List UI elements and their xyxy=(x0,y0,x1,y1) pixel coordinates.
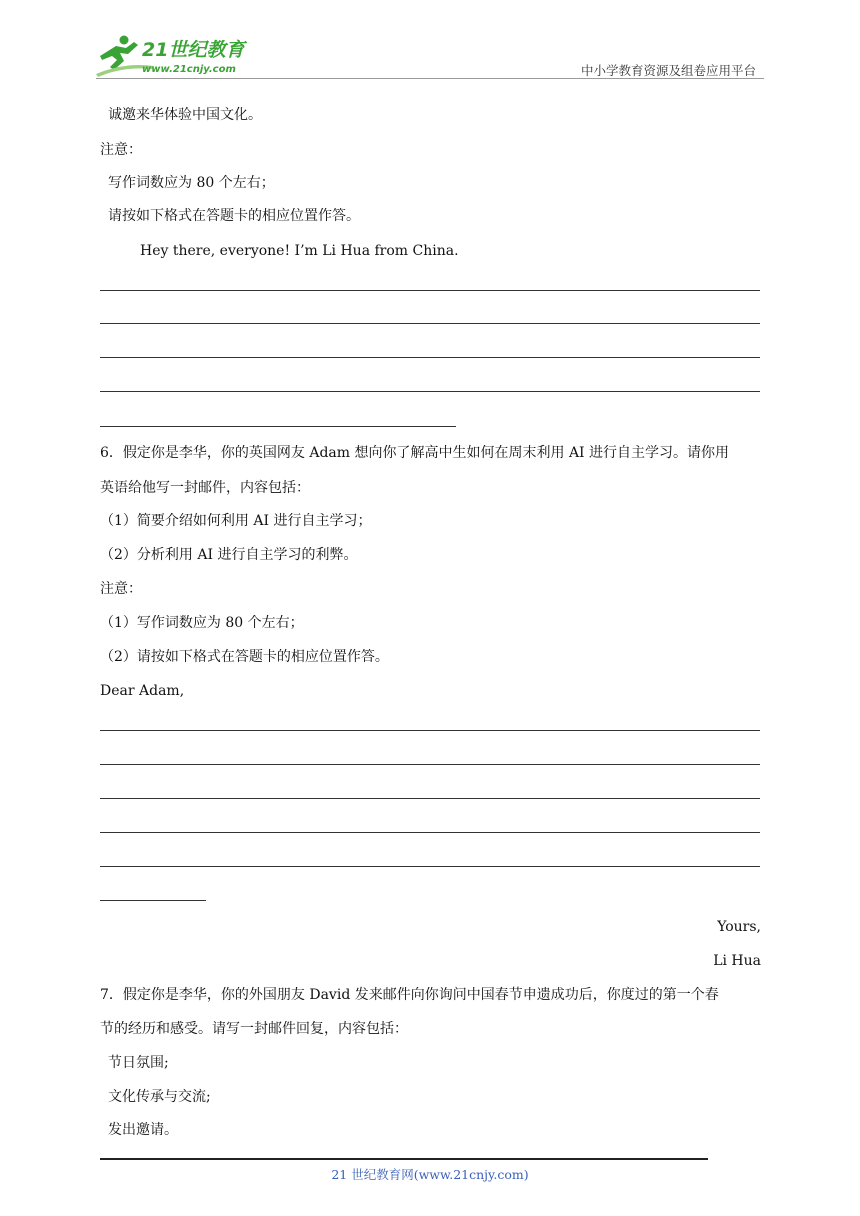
answer-line xyxy=(100,290,760,291)
answer-line xyxy=(100,426,456,427)
letter-opening: Hey there, everyone! I’m Li Hua from China. xyxy=(140,243,459,259)
answer-line xyxy=(100,764,760,765)
invite-line: 诚邀来华体验中国文化。 xyxy=(108,107,262,123)
answer-line xyxy=(100,391,760,392)
answer-line xyxy=(100,866,760,867)
note-label: 注意： xyxy=(100,581,142,597)
note-item: （1）写作词数应为 80 个左右； xyxy=(100,615,304,631)
letter-signature: Li Hua xyxy=(713,953,761,969)
answer-line xyxy=(100,900,206,901)
answer-line xyxy=(100,798,760,799)
note-item: （2）请按如下格式在答题卡的相应位置作答。 xyxy=(100,649,389,665)
question-7-item: 发出邀请。 xyxy=(108,1122,178,1138)
question-6-text: 英语给他写一封邮件，内容包括： xyxy=(100,480,310,496)
question-7-item: 文化传承与交流; xyxy=(108,1089,211,1105)
logo xyxy=(94,34,264,78)
answer-line xyxy=(100,357,760,358)
question-6-item: （1）简要介绍如何利用 AI 进行自主学习； xyxy=(100,513,372,529)
page-header xyxy=(0,0,860,82)
header-divider xyxy=(96,78,764,79)
letter-salutation: Dear Adam, xyxy=(100,683,185,699)
footer-link[interactable]: 21 世纪教育网(www.21cnjy.com) xyxy=(331,1167,529,1182)
answer-line xyxy=(100,832,760,833)
header-platform-text: 中小学教育资源及组卷应用平台 xyxy=(580,63,756,78)
note-label: 注意： xyxy=(100,142,142,158)
answer-line xyxy=(100,323,760,324)
letter-closing: Yours, xyxy=(717,919,761,935)
note-item: 写作词数应为 80 个左右； xyxy=(108,175,275,191)
footer-divider xyxy=(100,1158,708,1160)
logo-url: www.21cnjy.com xyxy=(142,64,236,75)
question-7-text: 节的经历和感受。请写一封邮件回复，内容包括： xyxy=(100,1021,408,1037)
question-7-item: 节日氛围; xyxy=(108,1055,169,1071)
answer-line xyxy=(100,730,760,731)
question-7-text: 7．假定你是李华，你的外国朋友 David 发来邮件向你询问中国春节申遗成功后，你度过的第一个春 xyxy=(100,987,719,1003)
note-item: 请按如下格式在答题卡的相应位置作答。 xyxy=(108,208,360,224)
logo-title: 21世纪教育 xyxy=(142,39,245,61)
question-6-text: 6．假定你是李华，你的英国网友 Adam 想向你了解高中生如何在周末利用 AI 进行自主学习。请你用 xyxy=(100,445,730,461)
question-6-item: （2）分析利用 AI 进行自主学习的利弊。 xyxy=(100,547,358,563)
